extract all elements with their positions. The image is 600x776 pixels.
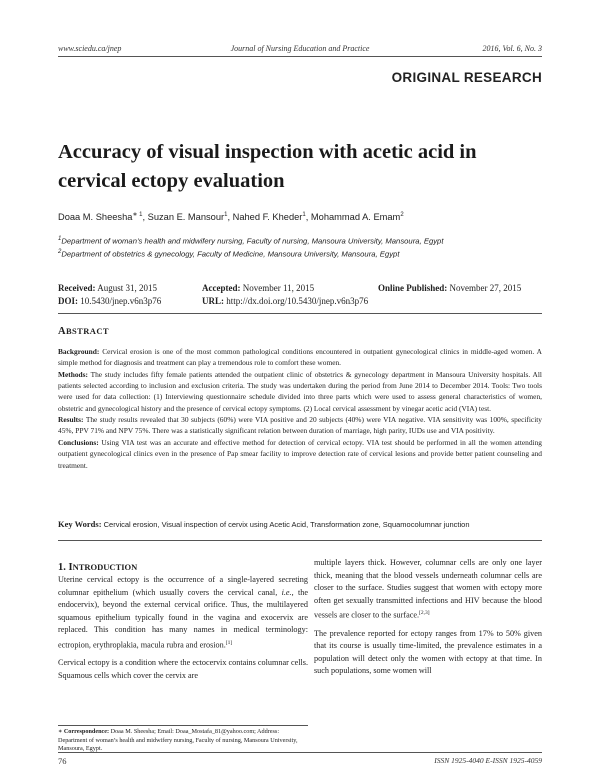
keywords-rule [58, 540, 542, 541]
meta-rule [58, 313, 542, 314]
footnote-rule [58, 725, 308, 726]
intro-paragraph-1 [58, 574, 308, 652]
abstract-heading-rest: BSTRACT [65, 326, 109, 336]
title-line-1: Accuracy of visual inspection with acetic acid in [58, 141, 477, 163]
author-list: Doaa M. Sheesha$^{∗ 1}$, Suzan E. Mansour$^1$, Nahed F. Kheder$^1$, Mohammad A. Emam$^2$ [58, 212, 404, 223]
background-text: Cervical erosion is one of the most common pathological conditions encountered in outpatient gynecological clinics in middle-aged women. A simple method for diagnosis and treatment can play a tremendous role to comfort these women. [58, 347, 542, 368]
results-text: The study results revealed that 30 subjects (60%) were VIA positive and 20 subjects (40%) were VIA negative. VIA sensitivity was 100%, specificity 45%, PPV 71% and NPV 75%. There was a statistically significant relation between duration of marriage, high parity, IUDs use and VIA positivity. [58, 415, 542, 436]
affiliation-text: Department of obstetrics & gynecology, Faculty of Medicine, Mansoura University, Mansoura, Egypt [61, 249, 400, 259]
header-volume: 2016, Vol. 6, No. 3 [482, 44, 542, 53]
title-line-2: cervical ectopy evaluation [58, 170, 285, 192]
received-label: Received: [58, 283, 96, 293]
abstract-results [58, 414, 542, 436]
issn: ISSN 1925-4040 E-ISSN 1925-4059 [434, 756, 542, 765]
received-date [58, 283, 157, 293]
accepted-date [202, 283, 314, 293]
url [202, 296, 368, 306]
section-heading-initial: I [68, 562, 73, 573]
affiliation-sup: 1 [58, 236, 62, 242]
author-sup: 2 [400, 212, 404, 218]
abstract-methods [58, 369, 542, 414]
abstract-heading [58, 326, 109, 337]
conclusions-label: Conclusions: [58, 438, 99, 448]
published-date [378, 283, 521, 293]
keywords-text: Cervical erosion, Visual inspection of cervix using Acetic Acid, Transformation zone, Squamocolumnar junction [103, 520, 470, 529]
section-heading-rest: NTRODUCTION [72, 562, 138, 572]
methods-text: The study includes fifty female patients attended the outpatient clinic of obstetrics & gynecology department in Mansoura University hospitals. All patients selected according to inclusion and exclusion criteria. The study was undertaken during the period from June 2014 to December 2014. Tools: Two tools were used for data collection: (1) Interviewing questionnaire schedule divided into three parts which were used to assess general characteristics of women, obstetric and gynecological history and the presence of cervical ectopy symptoms. (2) Local cervical assessment by vinegar acetic acid (VIA) test. [58, 369, 542, 413]
doi-label: DOI: [58, 296, 78, 306]
keywords-label: Key Words: [58, 519, 102, 529]
affiliation-sup: 2 [58, 249, 62, 255]
intro-paragraph-2: Cervical ectopy is a condition where the ectocervix contains columnar cells. Squamous cells which cover the cervix are [58, 658, 308, 680]
background-label: Background: [58, 347, 100, 356]
page-number: 76 [58, 756, 67, 766]
p1-text-b: , the endocervix), beyond the external cervical orifice. Thus, the multilayered squamous epithelium typically found in the vagina and exocervix are replaced. This condition has many names in medical terminology: ectropion, erythroplakia, macula rubra and erosion. [58, 587, 308, 650]
section-number: 1. [58, 562, 66, 573]
intro-paragraph-4: The prevalence reported for ectopy ranges from 17% to 50% given that its course is usually time-limited, the prevalence estimates in a population will detect only the women with ectopy at that time. In such populations, some women will [314, 628, 542, 676]
doi [58, 296, 161, 306]
author-name: Doaa M. Sheesha [58, 212, 133, 223]
results-label: Results: [58, 415, 84, 425]
abstract-conclusions [58, 437, 542, 471]
footnote-text: Doaa M. Sheesha; Email: Doaa_Mostafa_81@yahoo.com; Address: Department of woman’s health and midwifery nursing, Faculty of nursing, Mansoura University, Mansoura, Egypt. [58, 728, 298, 753]
accepted-value: November 11, 2015 [242, 283, 315, 293]
affiliation-text: Department of woman’s health and midwifery nursing, Faculty of nursing, Mansoura University, Mansoura, Egypt [61, 236, 444, 246]
author-sup: 1 [302, 212, 306, 218]
abstract-background [58, 346, 542, 368]
author-name: Suzan E. Mansour [147, 212, 225, 223]
paper-title [58, 138, 542, 196]
author-sup: ∗ 1 [132, 212, 143, 218]
intro-paragraph-3 [314, 557, 542, 623]
header-journal: Journal of Nursing Education and Practice [230, 44, 370, 53]
url-link[interactable]: http://dx.doi.org/10.5430/jnep.v6n3p76 [226, 296, 369, 306]
author-sup: 1 [224, 212, 228, 218]
left-column [58, 574, 308, 687]
right-column [314, 557, 542, 683]
keywords [58, 519, 542, 529]
author-name: Nahed F. Kheder [232, 212, 303, 223]
abstract-body [58, 346, 542, 471]
received-value: August 31, 2015 [97, 283, 158, 293]
section-heading-introduction [58, 562, 137, 573]
header-website: www.sciedu.ca/jnep [58, 44, 122, 53]
p1-ie: i.e. [281, 587, 292, 597]
published-value: November 27, 2015 [449, 283, 522, 293]
footer-rule [58, 752, 542, 753]
doi-value[interactable]: 10.5430/jnep.v6n3p76 [80, 296, 162, 306]
published-label: Online Published: [378, 283, 448, 293]
author-name: Mohammad A. Emam [310, 212, 401, 223]
header-rule [58, 56, 542, 57]
affiliation-2 [58, 249, 399, 259]
footnote-label: ∗ Correspondence: [58, 728, 110, 735]
conclusions-text: Using VIA test was an accurate and effective method for detection of cervical ectopy. VIA test should be performed in all the women attending outpatient gynecological clinics even in the presence of Pap smear facility to improve detection rate of cervical lesions and provide better patient counseling and treatment. [58, 438, 542, 470]
abstract-heading-initial: A [58, 326, 66, 337]
p3-text: multiple layers thick. However, columnar cells are only one layer thick, meaning that the blood vessels underneath columnar cells are closer to the surface. Studies suggest that women with ectopy more often get sexually transmitted infections and HIV because the blood vessels are closer to the surface. [314, 558, 542, 621]
accepted-label: Accepted: [202, 283, 241, 293]
p1-text-a: Uterine cervical ectopy is the occurrence of a single-layered secreting columnar epithelium (which usually covers the cervical canal, [58, 575, 308, 597]
methods-label: Methods: [58, 369, 88, 379]
citation[interactable]: [1] [225, 639, 233, 646]
citation[interactable]: [2,3] [419, 610, 430, 617]
article-type: ORIGINAL RESEARCH [391, 70, 542, 85]
correspondence-footnote [58, 728, 308, 754]
affiliation-1 [58, 236, 443, 246]
url-label: URL: [202, 296, 224, 306]
